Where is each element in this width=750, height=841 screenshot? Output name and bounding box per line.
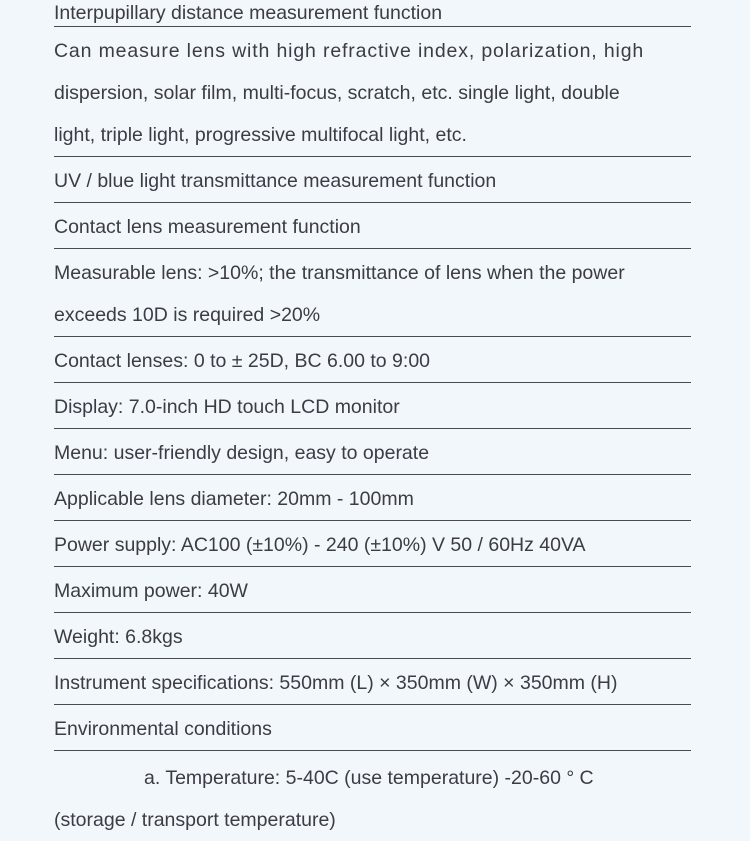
spec-row-power-supply [54, 521, 691, 567]
spec-line: Interpupillary distance measurement function [54, 2, 443, 24]
spec-row-instrument-dimensions [54, 659, 691, 705]
spec-row-uv-blue-light [54, 157, 691, 203]
spec-line: dispersion, solar film, multi-focus, scratch, etc. single light, double [54, 82, 620, 104]
spec-row-contact-lenses-range [54, 337, 691, 383]
spec-line: UV / blue light transmittance measurement function [54, 170, 497, 192]
temperature-line: a. Temperature: 5-40C (use temperature) -20-60 ° C [144, 767, 594, 789]
spec-line: Weight: 6.8kgs [54, 626, 183, 648]
spec-line: Measurable lens: >10%; the transmittance of lens when the power [54, 262, 625, 284]
spec-line: Environmental conditions [54, 718, 272, 740]
spec-line: Power supply: AC100 (±10%) - 240 (±10%) V 50 / 60Hz 40VA [54, 534, 586, 556]
spec-row-weight [54, 613, 691, 659]
spec-row-environmental-conditions [54, 705, 691, 751]
temperature-storage-line: (storage / transport temperature) [54, 809, 336, 831]
environment-details [54, 751, 694, 841]
spec-line: Display: 7.0-inch HD touch LCD monitor [54, 396, 400, 418]
spec-row-maximum-power [54, 567, 691, 613]
spec-line: Menu: user-friendly design, easy to operate [54, 442, 430, 464]
spec-line: exceeds 10D is required >20% [54, 304, 321, 326]
spec-row-interpupillary [54, 0, 691, 27]
spec-row-contact-lens-function [54, 203, 691, 249]
spec-row-menu [54, 429, 691, 475]
spec-row-measurable-lens [54, 249, 691, 337]
spec-line: Contact lenses: 0 to ± 25D, BC 6.00 to 9:00 [54, 350, 431, 372]
spec-line: Applicable lens diameter: 20mm - 100mm [54, 488, 414, 510]
spec-line: Maximum power: 40W [54, 580, 248, 602]
spec-row-lens-types [54, 27, 691, 157]
spec-line: Instrument specifications: 550mm (L) × 350mm (W) × 350mm (H) [54, 672, 618, 694]
spec-line: Can measure lens with high refractive index, polarization, high [54, 40, 645, 62]
spec-line: Contact lens measurement function [54, 216, 361, 238]
spec-row-lens-diameter [54, 475, 691, 521]
spec-line: light, triple light, progressive multifocal light, etc. [54, 124, 467, 146]
spec-row-display [54, 383, 691, 429]
